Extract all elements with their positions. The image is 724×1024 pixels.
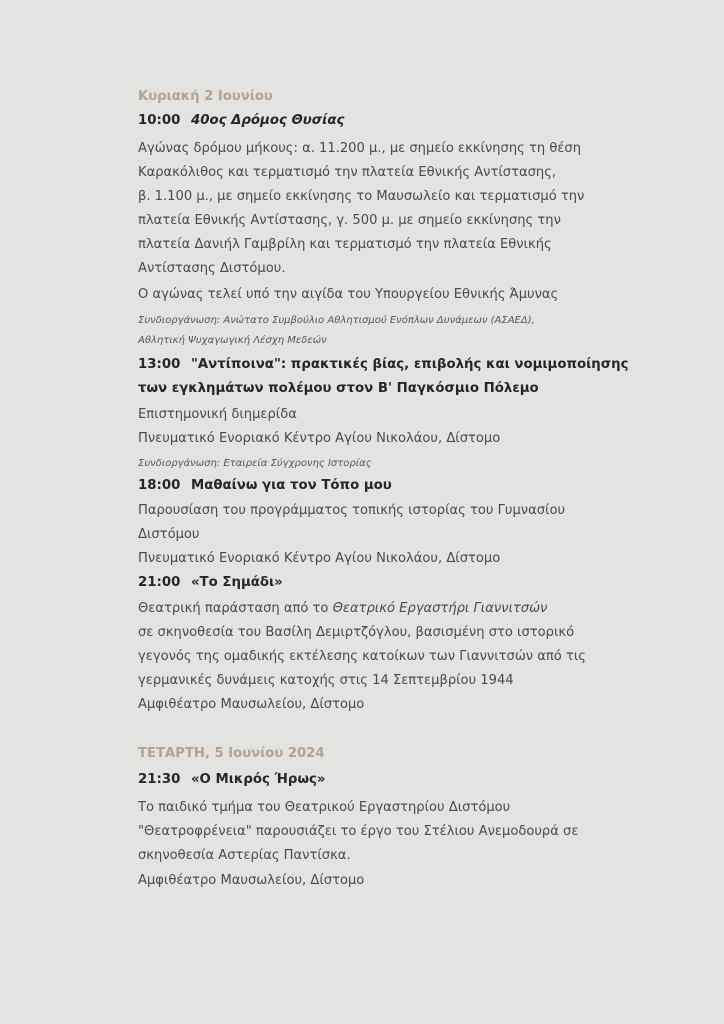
day-heading: Κυριακή 2 Ιουνίου bbox=[138, 89, 273, 104]
event-heading bbox=[138, 477, 392, 495]
event-description-line: σε σκηνοθεσία του Βασίλη Δεμιρτζόγλου, βασισμένη στο ιστορικό bbox=[138, 625, 575, 640]
event-heading bbox=[138, 771, 325, 789]
event-description-line: Παρουσίαση του προγράμματος τοπικής ιστορίας του Γυμνασίου bbox=[138, 503, 566, 518]
event-title: 40ος Δρόμος Θυσίας bbox=[190, 113, 345, 128]
event-time: 10:00 bbox=[138, 113, 181, 128]
event-description-line: πλατεία Δανιήλ Γαμβρίλη και τερματισμό την πλατεία Εθνικής bbox=[138, 237, 552, 252]
event-description-line: Το παιδικό τμήμα του Θεατρικού Εργαστηρίου Διστόμου bbox=[138, 800, 511, 815]
event-organizers: Συνδιοργάνωση: Ανώτατο Συμβούλιο Αθλητισμού Ενόπλων Δυνάμεων (ΑΣΑΕΔ), bbox=[138, 315, 535, 326]
event-description-line: σκηνοθεσία Αστερίας Παντίσκα. bbox=[138, 848, 351, 863]
description-text: Θεατρική παράσταση από το bbox=[138, 601, 333, 616]
event-title: "Αντίποινα": πρακτικές βίας, επιβολής και νομιμοποίησης bbox=[190, 357, 629, 372]
event-description-line bbox=[138, 600, 547, 618]
event-time: 18:00 bbox=[138, 478, 181, 493]
event-time: 21:00 bbox=[138, 575, 181, 590]
event-organizers: Αθλητική Ψυχαγωγική Λέσχη Μεδεών bbox=[138, 335, 327, 346]
event-description-line: πλατεία Εθνικής Αντίστασης, γ. 500 μ. με σημείο εκκίνησης την bbox=[138, 213, 561, 228]
event-description-line: Διστόμου bbox=[138, 527, 200, 542]
event-heading bbox=[138, 112, 344, 130]
event-time: 21:30 bbox=[138, 772, 181, 787]
day-heading: ΤΕΤΑΡΤΗ, 5 Ιουνίου 2024 bbox=[138, 746, 325, 761]
event-time: 13:00 bbox=[138, 357, 181, 372]
event-title: «Το Σημάδι» bbox=[190, 575, 283, 590]
event-description-line: Αντίστασης Διστόμου. bbox=[138, 261, 286, 276]
event-description-line: Καρακόλιθος και τερματισμό την πλατεία Εθνικής Αντίστασης, bbox=[138, 165, 557, 180]
event-description-line: β. 1.100 μ., με σημείο εκκίνησης το Μαυσωλείο και τερματισμό την bbox=[138, 189, 585, 204]
event-heading bbox=[138, 574, 283, 592]
event-heading bbox=[138, 356, 628, 374]
event-description-line: "Θεατροφρένεια" παρουσιάζει το έργο του Στέλιου Ανεμοδουρά σε bbox=[138, 824, 579, 839]
event-title: Μαθαίνω για τον Τόπο μου bbox=[190, 478, 392, 493]
event-venue: Πνευματικό Ενοριακό Κέντρο Αγίου Νικολάου, Δίστομο bbox=[138, 551, 501, 566]
event-description-line: γερμανικές δυνάμεις κατοχής στις 14 Σεπτεμβρίου 1944 bbox=[138, 673, 514, 688]
event-title-continued: των εγκλημάτων πολέμου στον Β' Παγκόσμιο Πόλεμο bbox=[138, 381, 539, 396]
event-venue: Πνευματικό Ενοριακό Κέντρο Αγίου Νικολάου, Δίστομο bbox=[138, 431, 501, 446]
event-description-line: Επιστημονική διημερίδα bbox=[138, 407, 297, 422]
theatre-group-name: Θεατρικό Εργαστήρι Γιαννιτσών bbox=[332, 601, 548, 616]
event-description-line: Ο αγώνας τελεί υπό την αιγίδα του Υπουργείου Εθνικής Άμυνας bbox=[138, 287, 559, 302]
event-organizers: Συνδιοργάνωση: Εταιρεία Σύγχρονης Ιστορίας bbox=[138, 458, 372, 469]
event-venue: Αμφιθέατρο Μαυσωλείου, Δίστομο bbox=[138, 873, 365, 888]
event-description-line: γεγονός της ομαδικής εκτέλεσης κατοίκων των Γιαννιτσών από τις bbox=[138, 649, 586, 664]
event-title: «Ο Μικρός Ήρως» bbox=[190, 772, 326, 787]
event-description-line: Αγώνας δρόμου μήκους: α. 11.200 μ., με σημείο εκκίνησης τη θέση bbox=[138, 141, 582, 156]
event-venue: Αμφιθέατρο Μαυσωλείου, Δίστομο bbox=[138, 697, 365, 712]
